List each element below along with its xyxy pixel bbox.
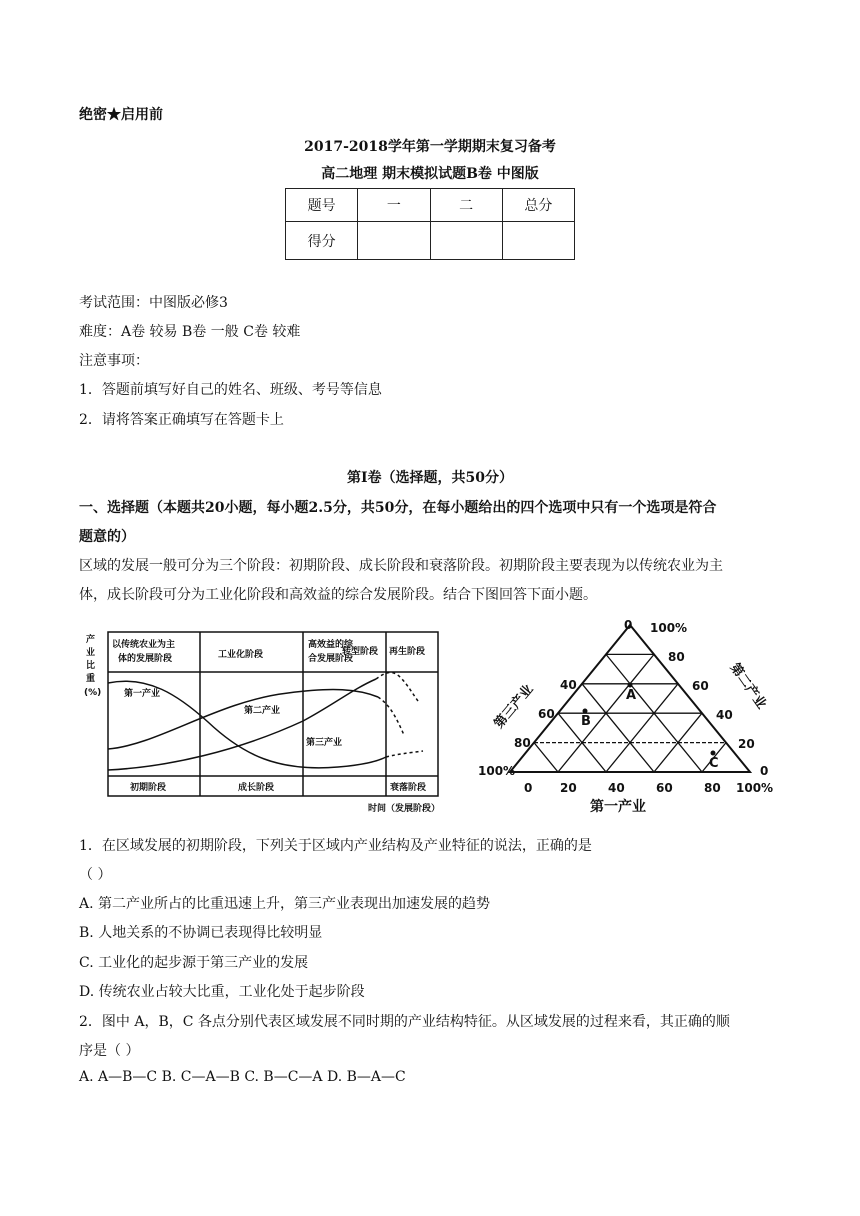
ternary-grid-line <box>534 743 558 772</box>
score-row-label: 得分 <box>286 222 358 260</box>
subject-title: 高二地理 期末模拟试题B卷 中图版 <box>321 166 539 182</box>
section-heading: 题意的） <box>79 529 135 545</box>
ternary-grid-line <box>582 684 654 772</box>
ternary-point-label: B <box>581 714 591 729</box>
answer-paren: （ ） <box>79 867 112 883</box>
intro-text: 区域的发展一般可分为三个阶段：初期阶段、成长阶段和衰落阶段。初期阶段主要表现为以传统农业为主 <box>79 558 723 574</box>
question-stem: 2．图中 A，B，C 各点分别代表区域发展不同时期的产业结构特征。从区域发展的过程来看，其正确的顺 <box>79 1014 730 1030</box>
curve-label: 第一产业 <box>124 689 161 699</box>
right-tick: 40 <box>716 708 733 722</box>
exam-title: 2017-2018学年第一学期期末复习备考 <box>304 139 556 155</box>
option-a[interactable]: A. 第二产业所占的比重迅速上升，第三产业表现出加速发展的趋势 <box>79 896 491 912</box>
apex-label: 100% <box>650 621 688 635</box>
left-tick: 80 <box>514 736 531 750</box>
stage-label: 转型阶段 <box>342 647 379 657</box>
left-tick: 40 <box>560 678 577 692</box>
option-b[interactable]: B. 人地关系的不协调已表现得比较明显 <box>79 925 323 941</box>
development-stage-diagram <box>78 617 440 817</box>
curve-label: 第二产业 <box>244 706 281 716</box>
left-axis-label: 第三产业 <box>491 682 537 732</box>
ternary-point <box>628 683 633 688</box>
ternary-point <box>583 709 588 714</box>
stage-label: 合发展阶段 <box>308 654 354 664</box>
apex-label: 0 <box>624 618 633 632</box>
stage-label: 工业化阶段 <box>218 650 264 660</box>
bottom-tick: 60 <box>656 781 673 795</box>
bottom-tick: 20 <box>560 781 577 795</box>
right-tick: 20 <box>738 737 755 751</box>
intro-text: 体，成长阶段可分为工业化阶段和高效益的综合发展阶段。结合下图回答下面小题。 <box>79 587 597 603</box>
left-tick: 100% <box>478 764 516 778</box>
score-cell[interactable] <box>358 222 430 260</box>
bottom-tick: 80 <box>704 781 721 795</box>
period-label: 成长阶段 <box>238 783 275 793</box>
section-heading: 一、选择题（本题共20小题，每小题2.5分，共50分，在每小题给出的四个选项中只有一个选项是符合 <box>79 500 717 516</box>
bottom-tick: 40 <box>608 781 625 795</box>
stage-label: 体的发展阶段 <box>118 654 173 664</box>
stage-label: 高效益的综 <box>308 640 354 650</box>
y-axis-label-char: 比 <box>86 661 96 671</box>
question-stem: 1．在区域发展的初期阶段，下列关于区域内产业结构及产业特征的说法，正确的是 <box>79 838 592 854</box>
y-axis-label-char: 重 <box>86 674 96 684</box>
score-table <box>285 188 575 260</box>
curve-label: 第三产业 <box>306 738 343 748</box>
volume-title: 第Ⅰ卷（选择题，共50分） <box>346 470 514 486</box>
score-header-cell: 一 <box>358 189 430 222</box>
period-label: 衰落阶段 <box>390 783 427 793</box>
ternary-point-label: A <box>626 688 637 703</box>
y-axis-label-char: 业 <box>86 648 96 658</box>
ternary-point-label: C <box>709 756 719 771</box>
note-item: 2．请将答案正确填写在答题卡上 <box>79 412 284 428</box>
difficulty: 难度：A卷 较易 B卷 一般 C卷 较难 <box>79 324 301 340</box>
question-options[interactable]: A. A—B—C B. C—A—B C. B—C—A D. B—A—C <box>79 1069 406 1085</box>
question-stem: 序是（ ） <box>79 1043 140 1059</box>
secret-label: 绝密★启用前 <box>79 107 163 123</box>
score-header-cell: 题号 <box>286 189 358 222</box>
right-axis-label: 第二产业 <box>726 660 769 712</box>
y-axis-label-char: 产 <box>86 635 96 645</box>
ternary-diagram <box>440 617 785 817</box>
score-header-cell: 二 <box>430 189 502 222</box>
option-c[interactable]: C. 工业化的起步源于第三产业的发展 <box>79 955 309 971</box>
bottom-tick: 100% <box>736 781 774 795</box>
ternary-point <box>711 751 716 756</box>
score-header-cell: 总分 <box>502 189 574 222</box>
option-d[interactable]: D. 传统农业占较大比重，工业化处于起步阶段 <box>79 984 365 1000</box>
right-tick: 0 <box>760 764 769 778</box>
stage-label: 以传统农业为主 <box>112 640 176 650</box>
right-tick: 80 <box>668 650 685 664</box>
period-label: 初期阶段 <box>130 783 167 793</box>
bottom-axis-label: 第一产业 <box>590 799 646 815</box>
exam-scope: 考试范围：中图版必修3 <box>79 295 228 311</box>
ternary-grid-line <box>606 684 678 772</box>
x-axis-label: 时间（发展阶段） <box>368 804 440 814</box>
stage-label: 再生阶段 <box>389 647 426 657</box>
y-axis-label-char: (%) <box>84 688 102 698</box>
score-cell[interactable] <box>430 222 502 260</box>
note-item: 1．答题前填写好自己的姓名、班级、考号等信息 <box>79 382 382 398</box>
bottom-tick: 0 <box>524 781 533 795</box>
notes-title: 注意事项： <box>79 353 149 369</box>
right-tick: 60 <box>692 679 709 693</box>
left-tick: 60 <box>538 707 555 721</box>
score-cell[interactable] <box>502 222 574 260</box>
